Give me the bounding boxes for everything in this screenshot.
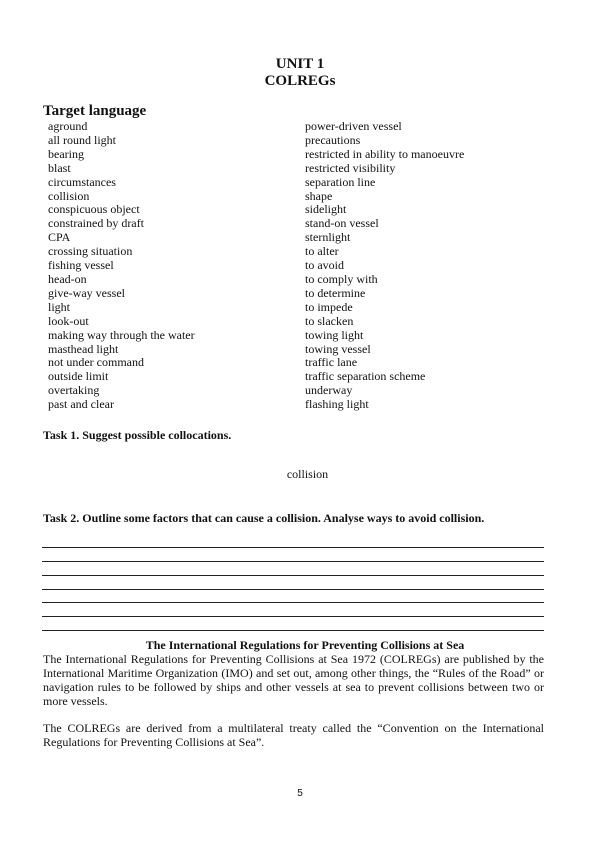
vocab-item: traffic lane: [305, 355, 358, 370]
vocab-item: constrained by draft: [48, 216, 144, 231]
vocab-item: underway: [305, 383, 353, 398]
vocab-item: overtaking: [48, 383, 100, 398]
vocab-item: head-on: [48, 271, 87, 286]
vocab-item: crossing situation: [48, 244, 133, 259]
collocation-center-word: collision: [286, 467, 329, 481]
vocab-left-column: [48, 120, 195, 412]
page-number: 5: [297, 788, 303, 799]
task2-label: Task 2. Outline some factors that can cause a collision. Analyse ways to avoid collision.: [43, 511, 485, 525]
vocab-item: stand-on vessel: [305, 216, 379, 231]
answer-line: [42, 534, 544, 548]
vocab-item: light: [48, 299, 71, 314]
answer-line: [42, 562, 544, 576]
vocab-item: to comply with: [305, 271, 378, 286]
vocab-right-column: [305, 120, 464, 412]
answer-lines: [42, 534, 544, 631]
vocab-item: to determine: [305, 285, 366, 300]
vocab-item: traffic separation scheme: [305, 369, 426, 384]
vocab-item: to alter: [305, 244, 339, 259]
section-paragraph-1: The International Regulations for Preventing Collisions at Sea 1972 (COLREGs) are published by the International Maritime Organization (IMO) and set out, among other things, the “Rules of the Road” or navigation rules to be followed by ships and other vessels at sea to prevent collisions between two or more vessels.: [43, 652, 544, 708]
unit-title: UNIT 1: [275, 56, 325, 72]
section-paragraph-2: The COLREGs are derived from a multilateral treaty called the “Convention on the International Regulations for Preventing Collisions at Sea”.: [43, 721, 544, 749]
answer-line: [42, 590, 544, 604]
vocab-item: past and clear: [48, 397, 114, 412]
answer-line: [42, 603, 544, 617]
answer-line: [42, 576, 544, 590]
vocab-item: power-driven vessel: [305, 119, 402, 133]
vocab-item: to impede: [305, 299, 353, 314]
vocab-item: CPA: [48, 230, 71, 245]
vocab-item: separation line: [305, 174, 376, 189]
section-title: The International Regulations for Preventing Collisions at Sea: [145, 638, 465, 652]
vocab-item: towing vessel: [305, 341, 371, 356]
vocab-item: look-out: [48, 313, 89, 328]
vocab-item: to slacken: [305, 313, 354, 328]
vocab-item: collision: [48, 188, 90, 203]
vocab-item: conspicuous object: [48, 202, 140, 217]
vocab-item: sternlight: [305, 230, 351, 245]
vocab-item: shape: [305, 188, 333, 203]
vocab-item: restricted in ability to manoeuvre: [305, 146, 465, 161]
vocab-item: making way through the water: [48, 327, 195, 342]
answer-line: [42, 548, 544, 562]
vocab-item: circumstances: [48, 174, 116, 189]
vocab-item: outside limit: [48, 369, 109, 384]
vocab-item: restricted visibility: [305, 160, 396, 175]
vocab-item: aground: [48, 119, 88, 133]
task1-label: Task 1. Suggest possible collocations.: [43, 428, 232, 442]
vocab-item: all round light: [48, 132, 116, 147]
vocab-item: flashing light: [305, 397, 369, 412]
vocab-item: masthead light: [48, 341, 119, 356]
vocab-item: not under command: [48, 355, 144, 370]
vocab-item: towing light: [305, 327, 364, 342]
vocab-item: give-way vessel: [48, 285, 125, 300]
vocab-item: sidelight: [305, 202, 347, 217]
vocab-item: bearing: [48, 146, 84, 161]
target-language-heading: Target language: [43, 103, 147, 119]
vocab-item: precautions: [305, 132, 361, 147]
vocab-item: to avoid: [305, 258, 344, 273]
unit-subtitle: COLREGs: [264, 73, 336, 89]
vocab-item: fishing vessel: [48, 258, 114, 273]
answer-line: [42, 617, 544, 631]
vocab-item: blast: [48, 160, 71, 175]
